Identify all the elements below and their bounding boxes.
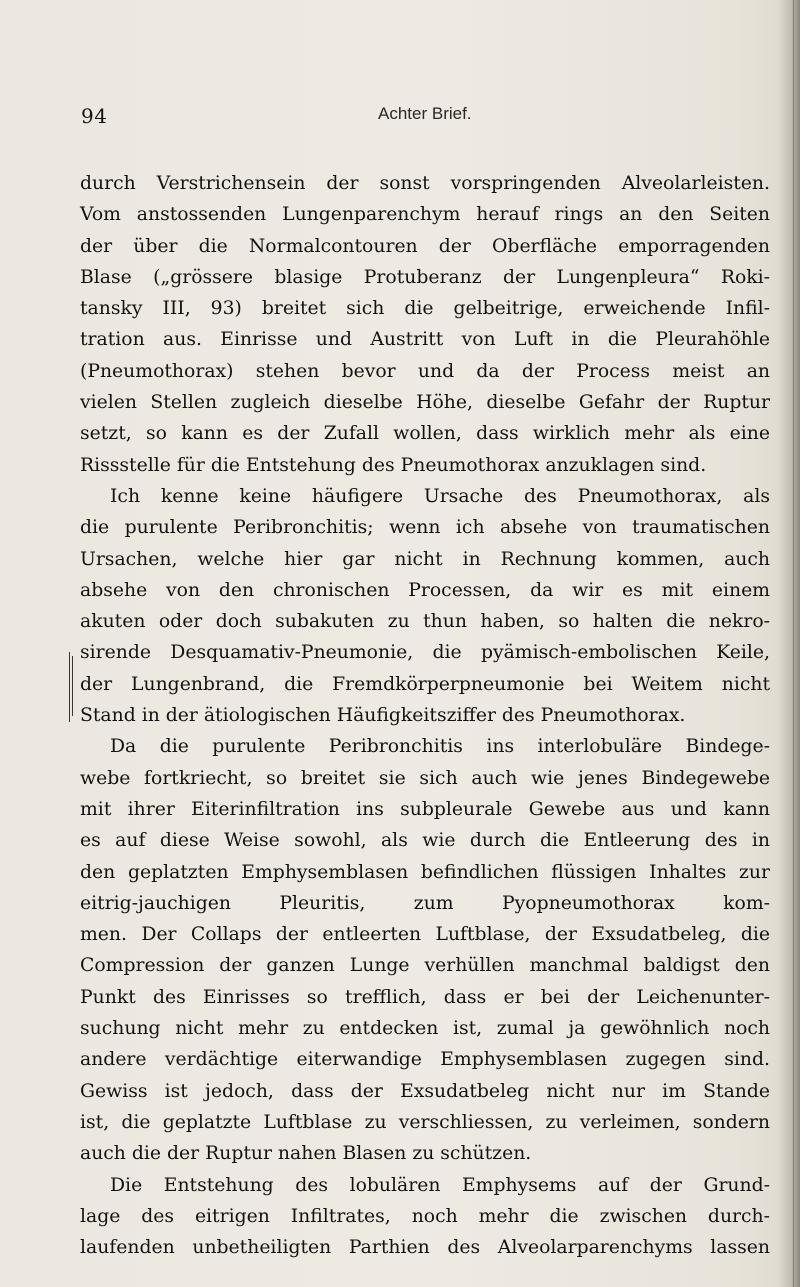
body-text [80, 168, 770, 1263]
text-line: lage des eitrigen Infiltrates, noch mehr die zwischen durch- [80, 1205, 770, 1227]
text-line: men. Der Collaps der entleerten Luftblase, der Exsudatbeleg, die [80, 924, 770, 946]
text-line: laufenden unbetheiligten Parthien des Alveolarparenchyms lassen [80, 1237, 770, 1259]
text-line: Stand in der ätiologischen Häufigkeitsziffer des Pneumothorax. [80, 705, 686, 727]
text-line: die purulente Peribronchitis; wenn ich absehe von traumatischen [80, 517, 770, 539]
page-header [0, 104, 800, 134]
text-line: Ich kenne keine häufigere Ursache des Pneumothorax, als [110, 485, 770, 507]
page-number: 94 [81, 104, 108, 128]
running-title: Achter Brief. [378, 104, 472, 123]
text-line: setzt, so kann es der Zufall wollen, dass wirklich mehr als eine [80, 423, 770, 445]
text-line: tration aus. Einrisse und Austritt von Luft in die Pleurahöhle [80, 329, 770, 351]
text-line: Vom anstossenden Lungenparenchym herauf rings an den Seiten [80, 204, 770, 226]
text-line: Punkt des Einrisses so trefflich, dass er bei der Leichenunter- [80, 986, 770, 1008]
text-line: ist, die geplatzte Luftblase zu verschliessen, zu verleimen, sondern [80, 1111, 770, 1133]
text-line: der Lungenbrand, die Fremdkörperpneumonie bei Weitem nicht [80, 673, 770, 695]
text-line: (Pneumothorax) stehen bevor und da der Process meist an [80, 360, 770, 382]
text-line: webe fortkriecht, so breitet sie sich auch wie jenes Bindegewebe [80, 767, 770, 789]
text-line: akuten oder doch subakuten zu thun haben, so halten die nekro- [80, 611, 770, 633]
text-line: der über die Normalcontouren der Oberfläche emporragenden [80, 235, 770, 257]
page-edge-shadow [778, 0, 800, 1287]
text-line: absehe von den chronischen Processen, da wir es mit einem [80, 579, 770, 601]
text-line: Da die purulente Peribronchitis ins interlobuläre Bindege- [110, 736, 770, 758]
text-line: Ursachen, welche hier gar nicht in Rechnung kommen, auch [80, 548, 770, 570]
text-line: Rissstelle für die Entstehung des Pneumothorax anzuklagen sind. [80, 454, 707, 476]
text-line: den geplatzten Emphysemblasen befindlichen flüssigen Inhaltes zur [80, 861, 770, 883]
text-line: mit ihrer Eiterinfiltration ins subpleurale Gewebe aus und kann [80, 798, 770, 820]
text-line: durch Verstrichensein der sonst vorspringenden Alveolarleisten. [80, 173, 770, 194]
text-line: vielen Stellen zugleich dieselbe Höhe, dieselbe Gefahr der Ruptur [80, 392, 770, 414]
margin-pencil-mark [66, 652, 76, 724]
text-line: auch die der Ruptur nahen Blasen zu schützen. [80, 1143, 532, 1165]
text-line: andere verdächtige eiterwandige Emphysemblasen zugegen sind. [80, 1049, 770, 1071]
text-line: Blase („grössere blasige Protuberanz der Lungenpleura“ Roki- [80, 266, 770, 288]
text-line: Compression der ganzen Lunge verhüllen manchmal baldigst den [80, 955, 770, 977]
text-line: Die Entstehung des lobulären Emphysems auf der Grund- [110, 1174, 770, 1196]
page-edge-line [793, 0, 794, 1287]
text-line: suchung nicht mehr zu entdecken ist, zumal ja gewöhnlich noch [80, 1018, 770, 1040]
text-line: es auf diese Weise sowohl, als wie durch die Entleerung des in [80, 830, 770, 852]
text-line: tansky III, 93) breitet sich die gelbeitrige, erweichende Infil- [80, 298, 770, 320]
text-line: Gewiss ist jedoch, dass der Exsudatbeleg nicht nur im Stande [80, 1080, 770, 1102]
text-line: eitrig-jauchigen Pleuritis, zum Pyopneumothorax kom- [80, 892, 770, 914]
text-line: sirende Desquamativ-Pneumonie, die pyämisch-embolischen Keile, [80, 642, 770, 664]
